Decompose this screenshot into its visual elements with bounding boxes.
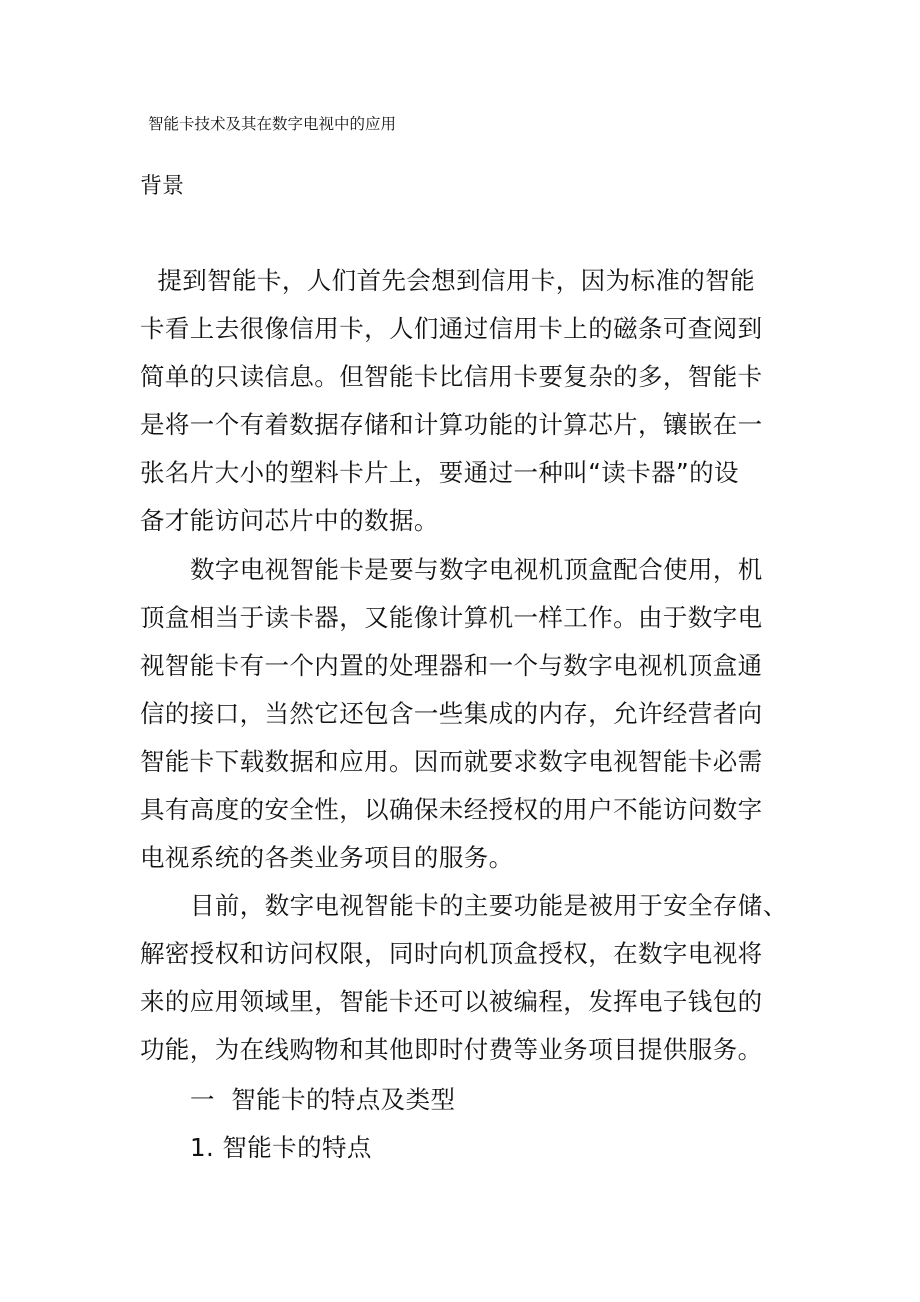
text-line: 信的接口，当然它还包含一些集成的内存，允许经营者向: [140, 699, 763, 728]
document-title: 智能卡技术及其在数字电视中的应用: [148, 115, 397, 133]
text-line: 备才能访问芯片中的数据。: [140, 506, 439, 535]
text-line: 数字电视智能卡是要与数字电视机顶盒配合使用，机: [190, 555, 763, 584]
text-line: 目前，数字电视智能卡的主要功能是被用于安全存储、: [190, 891, 788, 920]
text-line: 是将一个有着数据存储和计算功能的计算芯片，镶嵌在一: [140, 410, 763, 439]
text-line: 智能卡下载数据和应用。因而就要求数字电视智能卡必需: [140, 747, 763, 776]
section-heading-background: 背景: [140, 174, 185, 199]
text-line: 解密授权和访问权限，同时向机顶盒授权，在数字电视将: [140, 939, 763, 968]
text-line: 来的应用领域里，智能卡还可以被编程，发挥电子钱包的: [140, 987, 763, 1016]
text-line: 功能，为在线购物和其他即时付费等业务项目提供服务。: [140, 1035, 763, 1064]
text-line: 顶盒相当于读卡器，又能像计算机一样工作。由于数字电: [140, 603, 763, 632]
text-line: 视智能卡有一个内置的处理器和一个与数字电视机顶盒通: [140, 651, 763, 680]
text-line: 电视系统的各类业务项目的服务。: [140, 843, 514, 872]
section-heading-1: 一 智能卡的特点及类型: [190, 1085, 456, 1114]
text-line: 卡看上去很像信用卡，人们通过信用卡上的磁条可查阅到: [140, 314, 763, 343]
text-line: 简单的只读信息。但智能卡比信用卡要复杂的多，智能卡: [140, 362, 763, 391]
subsection-heading-1-1: 1. 智能卡的特点: [190, 1133, 372, 1162]
text-line: 张名片大小的塑料卡片上，要通过一种叫“读卡器”的设: [140, 458, 739, 487]
text-line: 具有高度的安全性，以确保未经授权的用户不能访问数字: [140, 795, 763, 824]
text-line: 提到智能卡，人们首先会想到信用卡，因为标准的智能: [141, 266, 755, 295]
